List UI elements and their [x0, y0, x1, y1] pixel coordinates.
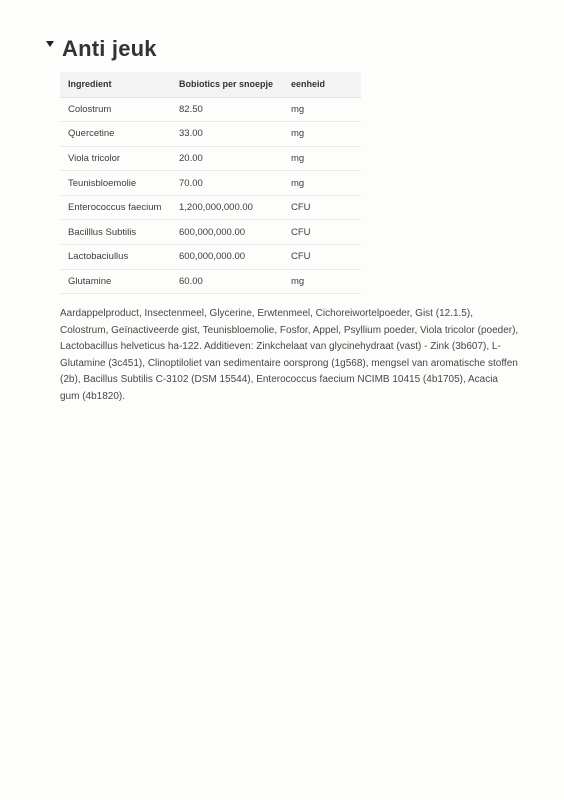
unit-cell: mg	[283, 97, 361, 122]
amount-cell: 60.00	[171, 269, 283, 294]
column-header-unit: eenheid	[283, 72, 361, 97]
unit-cell: CFU	[283, 245, 361, 270]
ingredient-cell: Colostrum	[60, 97, 171, 122]
table-row	[60, 245, 361, 270]
table-row	[60, 97, 361, 122]
ingredient-cell: Glutamine	[60, 269, 171, 294]
amount-cell: 20.00	[171, 146, 283, 171]
unit-cell: mg	[283, 171, 361, 196]
column-header-amount: Bobiotics per snoepje	[171, 72, 283, 97]
amount-cell: 70.00	[171, 171, 283, 196]
section-header[interactable]	[46, 36, 157, 62]
amount-cell: 82.50	[171, 97, 283, 122]
unit-cell: CFU	[283, 220, 361, 245]
unit-cell: CFU	[283, 195, 361, 220]
ingredients-description: Aardappelproduct, Insectenmeel, Glycerine, Erwtenmeel, Cichoreiwortelpoeder, Gist (12.1.5), Colostrum, Geïnactiveerde gist, Teunisbloemolie, Fosfor, Appel, Psyllium poeder, Viola tricolor (poeder), Lactobacillus helveticus ha-122. Additieven: Zinkchelaat van glycinehydraat (vast) - Zink (3b607), L-Glutamine (3c451), Clinoptiloliet van sedimentaire oorsprong (1g568), mengsel van aromatische stoffen (2b), Bacillus Subtilis C-3102 (DSM 15544), Enterococcus faecium NCIMB 10415 (4b1705), Acacia gum (4b1820).	[60, 308, 519, 402]
ingredients-table	[60, 72, 361, 294]
ingredient-cell: Bacilllus Subtilis	[60, 220, 171, 245]
table-row	[60, 269, 361, 294]
triangle-down-icon[interactable]	[46, 41, 54, 47]
amount-cell: 600,000,000.00	[171, 245, 283, 270]
amount-cell: 1,200,000,000.00	[171, 195, 283, 220]
amount-cell: 600,000,000.00	[171, 220, 283, 245]
table-row	[60, 171, 361, 196]
unit-cell: mg	[283, 122, 361, 147]
table-row	[60, 122, 361, 147]
column-header-ingredient: Ingredient	[60, 72, 171, 97]
unit-cell: mg	[283, 269, 361, 294]
table-header-row	[60, 72, 361, 97]
section-title: Anti jeuk	[62, 36, 157, 61]
ingredient-cell: Teunisbloemolie	[60, 171, 171, 196]
ingredient-cell: Lactobaciullus	[60, 245, 171, 270]
ingredient-cell: Viola tricolor	[60, 146, 171, 171]
table-row	[60, 220, 361, 245]
ingredient-cell: Quercetine	[60, 122, 171, 147]
ingredient-cell: Enterococcus faecium	[60, 195, 171, 220]
table-row	[60, 195, 361, 220]
amount-cell: 33.00	[171, 122, 283, 147]
unit-cell: mg	[283, 146, 361, 171]
table-row	[60, 146, 361, 171]
